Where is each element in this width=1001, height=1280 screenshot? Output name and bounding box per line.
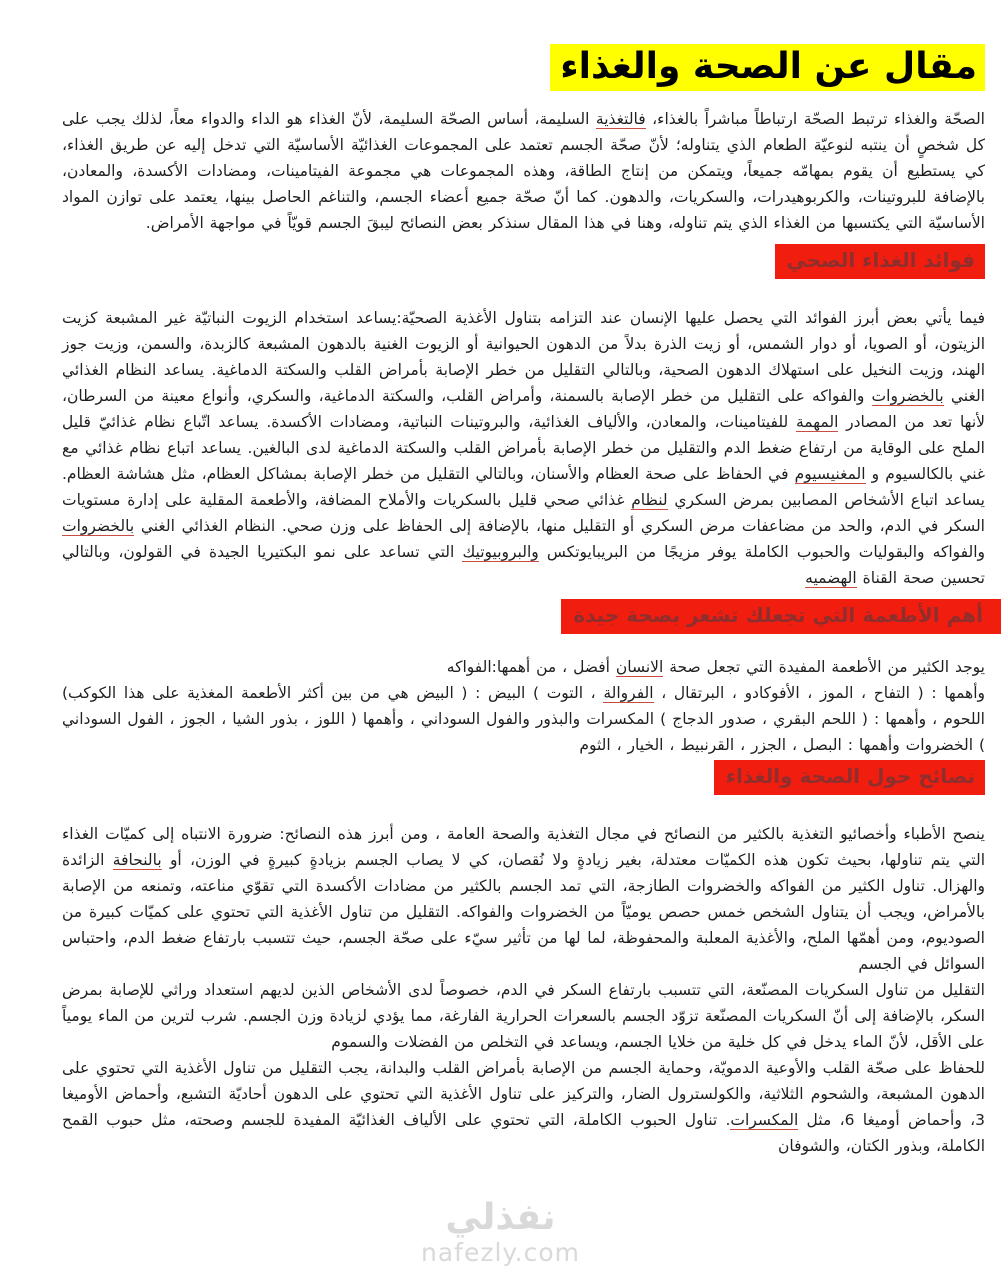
spellcheck-underlined-word: الانسان	[615, 658, 664, 677]
section-heading-tips-label: نصائح حول الصحة والغذاء	[714, 760, 985, 795]
spellcheck-underlined-word: بالخضروات	[62, 517, 135, 536]
spellcheck-underlined-word: المهمة	[796, 413, 839, 432]
paragraph-tips: ينصح الأطباء وأخصائيو التغذية بالكثير من النصائح في مجال التغذية والصحة العامة ، ومن أبرز هذه النصائح: ضرورة الانتباه إلى كميّات الغذاء التي يتم تناولها، بحيث تكون هذه الكميّات معتدلة، بغير زيادةٍ ولا نُقصان، كي لا يصاب الجسم بزيادةٍ كبيرةٍ في الوزن، أو بالنحافة الزائدة والهزال. تناول الكثير من الفواكه والخضروات الطازجة، التي تمد الجسم بالكثير من مضادات الأكسدة التي تقوّي مناعته، وتمنعه من الإصابة بالأمراض، ويجب أن يتناول الشخص خمس حصص يوميّاً من الخضروات والفواكه. التقليل من تناول الأغذية التي تحتوي على كميّات كبيرة من الصوديوم، ومن أهمّها الملح، والأغذية المعلبة والمحفوظة، لما لها من تأثير سيّء على صحّة الجسم، حيث تتسبب بارتفاع ضغط الدم، واحتباس السوائل في الجسم التقليل من تناول السكريات المصنّعة، التي تتسبب بارتفاع السكر في الدم، خصوصاً لدى الأشخاص الذين لديهم استعداد وراثي للإصابة بمرض السكر، بالإضافة إلى أنّ السكريات المصنّعة تزوّد الجسم بالسعرات الحرارية الفارغة، مما يؤدي لزيادة وزن الجسم. شرب لترين من الماء يومياً على الأقل، لأنّ الماء يدخل في كل خلية من خلايا الجسم، ويساعد في التخلص من الفضلات والسموم للحفاظ على صحّة القلب والأوعية الدمويّة، وحماية الجسم من الإصابة بأمراض القلب والبدانة، يجب التقليل من تناول الأغذية التي تحتوي على الدهون المشبعة، والشحوم الثلاثية، والكولسترول الضار، والتركيز على تناول الأغذية التي تحتوي على الدهون أحاديّة التشبع، وأحماض الأوميغا 3، وأحماض أوميغا 6، مثل المكسرات. تناول الحبوب الكاملة، التي تحتوي على الألياف الغذائيّة المفيدة للجسم وصحته، مثل حبوب القمح الكاملة، وبذور الكتان، والشوفان	[62, 825, 985, 1156]
spacer	[62, 634, 985, 654]
paragraph-intro: الصحّة والغذاء ترتبط الصحّة ارتباطاً مباشراً بالغذاء، فالتغذية السليمة، أساس الصحّة السليمة، لأنّ الغذاء هو الداء والدواء معاً، لذلك يجب على كل شخصٍ أن ينتبه لنوعيّة الطعام الذي يتناوله؛ لأنّ صحّة الجسم تعتمد على المجموعات الغذائيّة الأساسيّة التي تدخل إليه عن طريق الغذاء، كي يستطيع أن يقوم بمهامّه جميعاً، ويتمكن من إنتاج الطاقة، وهذه المجموعات هي مجموعة الفيتامينات، ومضادات الأكسدة، والمعادن، بالإضافة للبروتينات، والكربوهيدرات، والسكريات، والدهون. كما أنّ صحّة جميع أعضاء الجسم، والتناغم الحاصل بينها، يعتمد على توازن المواد الأساسيّة التي يكتسبها من الغذاء الذي يتم تناوله، وهنا في هذا المقال سنذكر بعض النصائح ليبقَ الجسم قويّاً في مواجهة الأمراض.	[62, 110, 985, 233]
watermark	[0, 1198, 1001, 1267]
section-heading-best-foods-label: أهم الأطعمة التي تجعلك تشعر بصحة جيدة	[561, 599, 1001, 634]
paragraph-best-foods: يوجد الكثير من الأطعمة المفيدة التي تجعل صحة الانسان أفضل ، من أهمها:الفواكه وأهمها : ( التفاح ، الموز ، الأفوكادو ، البرتقال ، الفروالة ، التوت ) البيض : ( البيض هي من بين أكثر الأطعمة المغذية على هذا الكوكب) اللحوم ، وأهمها : ( اللحم البقري ، صدور الدجاج ) المكسرات والبذور والفول السوداني ، وأهمها ( اللوز ، بذور الشيا ، الجوز ، الفول السوداني ) الخضروات وأهمها : البصل ، الجزر ، القرنبيط ، الخيار ، الثوم	[62, 658, 986, 755]
spellcheck-underlined-word: المغنيسيوم	[794, 465, 866, 484]
spellcheck-underlined-word: فالتغذية	[595, 110, 646, 129]
spacer	[62, 795, 985, 821]
spellcheck-underlined-word: الهضميه	[805, 569, 857, 588]
section-heading-tips	[62, 760, 985, 795]
section-heading-benefits-label: فوائد الغذاء الصحي	[775, 244, 986, 279]
spellcheck-underlined-word: الفروالة	[603, 684, 654, 703]
watermark-site-url: nafezly.com	[421, 1237, 580, 1267]
spellcheck-underlined-word: بالخضروات	[871, 387, 944, 406]
spacer	[62, 279, 985, 305]
spellcheck-underlined-word: والبروبيوتيك	[462, 543, 539, 562]
section-heading-benefits	[62, 244, 985, 279]
paragraph-benefits: فيما يأتي بعض أبرز الفوائد التي يحصل عليها الإنسان عند التزامه بتناول الأغذية الصحيّة:يساعد استخدام الزيوت النباتيّة غير المشبعة كزيت الزيتون، أو الصويا، أو دوار الشمس، أو زيت الذرة بدلاً من الدهون الحيوانية أو الزيوت الغنية بالدهون المشبعة كالزبدة، والسمن، وزيت جوز الهند، وزيت النخيل على استهلاك الدهون الصحية، وبالتالي التقليل من خطر الإصابة بأمراض القلب والسكتة الدماغية. يساعد النظام الغذائي الغني بالخضروات والفواكه على التقليل من خطر الإصابة بالسمنة، وأمراض القلب، والسكتة الدماغية، والسكري، وأنواع معينة من السرطان، لأنها تعد من المصادر المهمة للفيتامينات، والمعادن، والألياف الغذائية، والبروتينات النباتية، ومضادات الأكسدة. يساعد اتّباع نظام غذائيّ قليل الملح على الوقاية من ارتفاع ضغط الدم والتقليل من خطر الإصابة بأمراض القلب والسكتة الدماغية لدى البالغين. يساعد اتباع نظام غذائي مع غني بالكالسيوم و المغنيسيوم في الحفاظ على صحة العظام والأسنان، وبالتالي التقليل من خطر الإصابة بمشاكل العظام، مثل هشاشة العظام. يساعد اتباع الأشخاص المصابين بمرض السكري لنظام غذائي صحي قليل بالسكريات والأملاح المضافة، والأطعمة المقلية على إدارة مستويات السكر في الدم، والحد من مضاعفات مرض السكري أو التقليل منها، بالإضافة إلى الحفاظ على وزن صحي. النظام الغذائي الغني بالخضروات والفواكه والبقوليات والحبوب الكاملة يوفر مزيجًا من البريبايوتكس والبروبيوتيك التي تساعد على نمو البكتيريا الجيدة في القولون، وبالتالي تحسين صحة القناة الهضميه	[62, 309, 985, 588]
spellcheck-underlined-word: المكسرات	[730, 1111, 799, 1130]
title-highlight: مقال عن الصحة والغذاء	[550, 44, 985, 91]
watermark-logo: نفذلي	[445, 1197, 556, 1238]
article-title	[62, 42, 985, 92]
spellcheck-underlined-word: بالنحافة	[112, 851, 162, 870]
section-heading-best-foods	[62, 599, 1001, 634]
spellcheck-underlined-word: لنظام	[631, 491, 668, 510]
